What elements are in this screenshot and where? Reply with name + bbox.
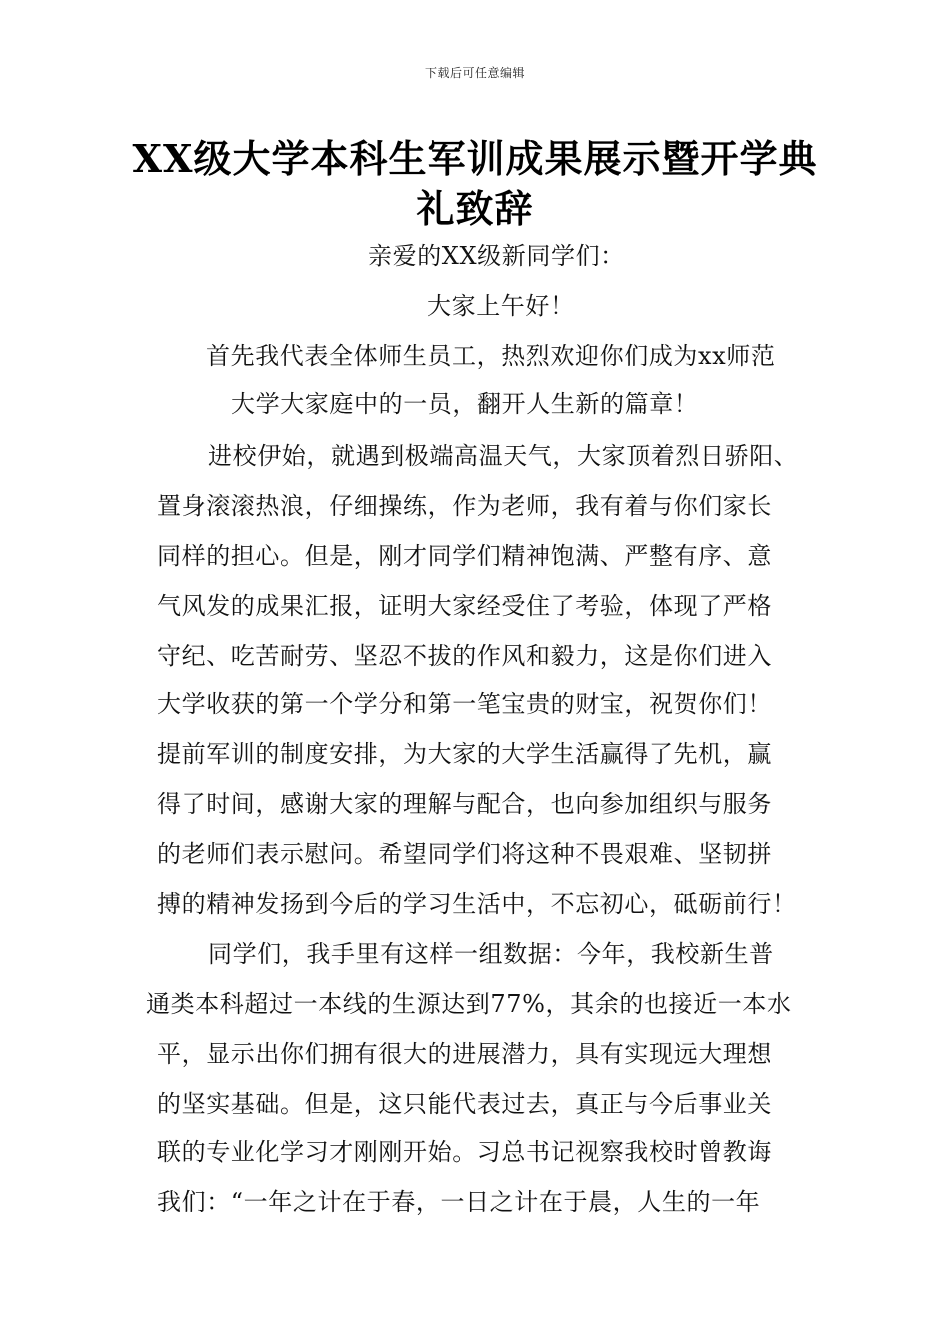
body-line: 首先我代表全体师生员工，热烈欢迎你们成为xx师范	[206, 342, 776, 370]
body-line: 同学们，我手里有这样一组数据：今年，我校新生普	[208, 940, 774, 968]
greeting: 大家上午好！	[427, 292, 575, 320]
body-line: 通类本科超过一本线的生源达到77%，其余的也接近一本水	[146, 990, 792, 1018]
body-line: 搏的精神发扬到今后的学习生活中，不忘初心，砥砺前行！	[157, 890, 797, 918]
body-line: 大学大家庭中的一员，翻开人生新的篇章！	[231, 390, 699, 418]
document-title-line-1: XX级大学本科生军训成果展示暨开学典	[132, 136, 818, 181]
body-line: 大学收获的第一个学分和第一笔宝贵的财宝，祝贺你们！	[157, 690, 772, 718]
body-line: 守纪、吃苦耐劳、坚忍不拔的作风和毅力，这是你们进入	[157, 642, 772, 670]
salutation: 亲爱的XX级新同学们：	[368, 242, 625, 270]
body-line: 同样的担心。但是，刚才同学们精神饱满、严整有序、意	[157, 542, 772, 570]
document-title-line-2: 礼致辞	[416, 186, 534, 231]
body-line: 联的专业化学习才刚刚开始。习总书记视察我校时曾教诲	[157, 1138, 772, 1166]
body-line: 平，显示出你们拥有很大的进展潜力，具有实现远大理想	[157, 1040, 772, 1068]
header-note: 下载后可任意编辑	[424, 66, 525, 80]
body-line: 我们：“一年之计在于春，一日之计在于晨，人生的一年	[157, 1188, 761, 1216]
body-line: 得了时间，感谢大家的理解与配合，也向参加组织与服务	[157, 790, 772, 818]
body-line: 提前军训的制度安排，为大家的大学生活赢得了先机，赢	[157, 740, 772, 768]
body-line: 的坚实基础。但是，这只能代表过去，真正与今后事业关	[157, 1090, 772, 1118]
body-line: 气风发的成果汇报，证明大家经受住了考验，体现了严格	[157, 592, 772, 620]
body-line: 置身滚滚热浪，仔细操练，作为老师，我有着与你们家长	[157, 492, 772, 520]
body-line: 的老师们表示慰问。希望同学们将这种不畏艰难、坚韧拼	[157, 840, 772, 868]
body-line: 进校伊始，就遇到极端高温天气，大家顶着烈日骄阳、	[208, 442, 799, 470]
